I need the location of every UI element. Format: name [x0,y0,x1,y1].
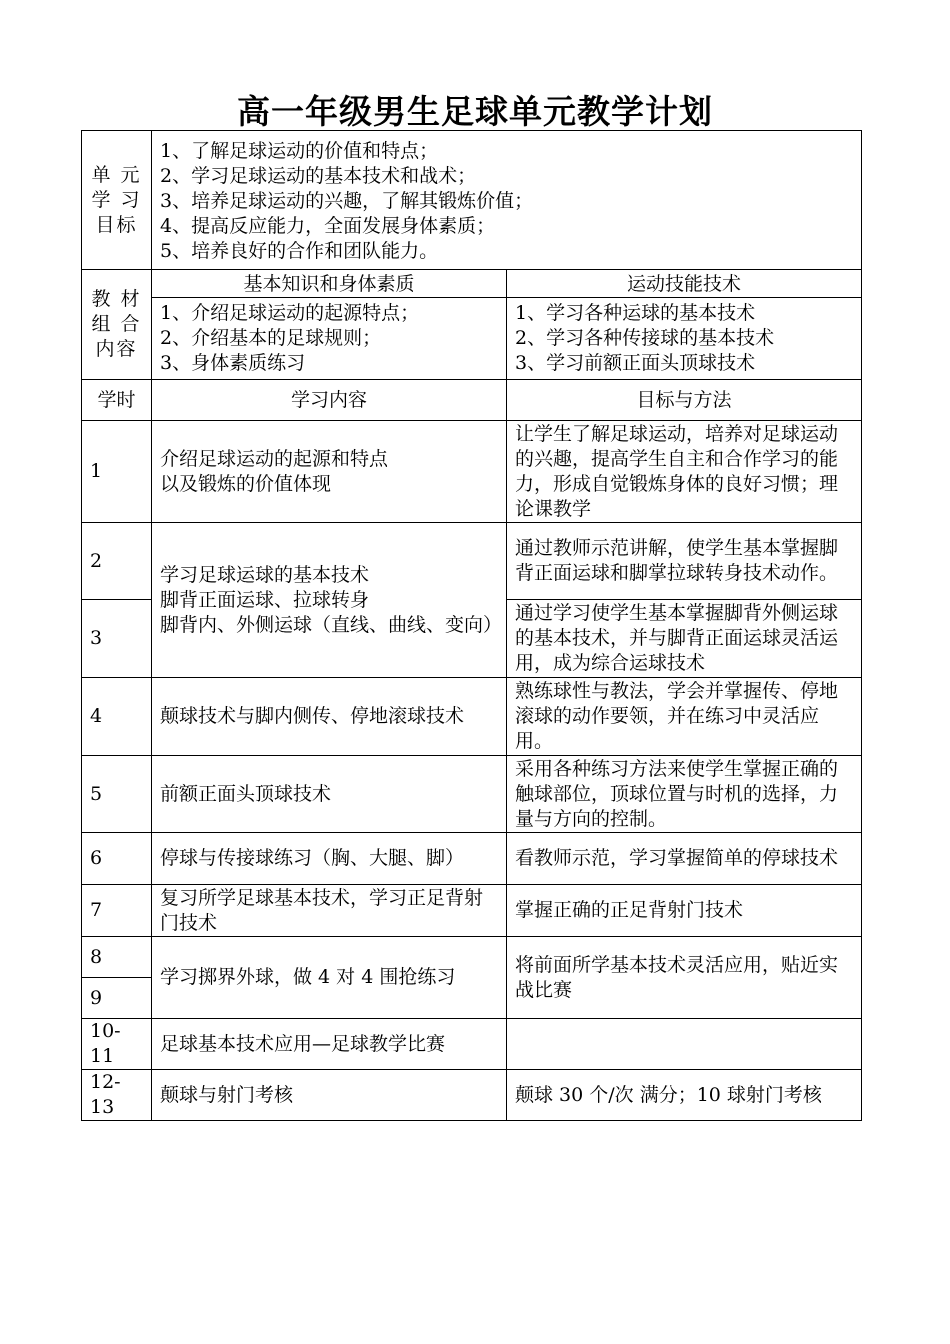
period-header: 学时 [82,380,152,421]
method-cell [507,421,862,523]
period-cell: 3 [82,600,152,678]
materials-label-line: 组 合 [91,313,142,335]
materials-item: 2、介绍基本的足球规则； [160,327,382,349]
page-title: 高一年级男生足球单元教学计划 [237,92,713,131]
content-text: 颠球与射门考核 [160,1083,294,1106]
method-text: 掌握正确的正足背射门技术 [515,899,744,921]
materials-col-b [507,298,862,380]
content-text: 学习掷界外球，做 4 对 4 围抢练习 [160,966,456,988]
content-cell [152,885,507,937]
table-row [82,937,862,978]
method-text: 熟练球性与教法，学会并掌握传、停地滚球的动作要领，并在练习中灵活应用。 [515,680,839,752]
content-text: 前额正面头顶球技术 [160,782,332,805]
period-cell: 6 [82,833,152,885]
method-cell [507,833,862,885]
table-row [82,885,862,937]
method-cell [507,1070,862,1121]
table-row [82,1070,862,1121]
table-row [82,1019,862,1070]
goal-item: 3、培养足球运动的兴趣，了解其锻炼价值； [160,190,534,212]
goal-item: 2、学习足球运动的基本技术和战术； [160,165,477,187]
materials-label [82,270,152,380]
goal-item: 4、提高反应能力，全面发展身体素质； [160,215,496,237]
materials-col-a [152,298,507,380]
materials-item: 2、学习各种传接球的基本技术 [515,327,775,349]
materials-label-line: 内容 [95,338,138,360]
materials-col-b-header: 运动技能技术 [507,270,862,298]
goals-label-line: 学 习 [91,188,142,211]
materials-col-a-header: 基本知识和身体素质 [152,270,507,298]
materials-content-row [82,298,862,380]
method-text: 让学生了解足球运动，培养对足球运动的兴趣，提高学生自主和合作学习的能力，形成自觉锻炼身体的良好习惯；理论课教学 [515,422,839,520]
content-cell [152,1019,507,1070]
goals-label-line: 单 元 [91,163,142,186]
content-text: 颠球技术与脚内侧传、停地滚球技术 [160,705,465,727]
method-cell [507,600,862,678]
goals-label [82,131,152,270]
content-text: 介绍足球运动的起源和特点 以及锻炼的价值体现 [160,447,389,495]
goal-item: 5、培养良好的合作和团队能力。 [160,240,439,262]
method-cell [507,937,862,1019]
materials-item: 3、学习前额正面头顶球技术 [515,352,756,374]
content-text: 足球基本技术应用—足球教学比赛 [160,1032,446,1055]
content-text: 复习所学足球基本技术，学习正足背射门技术 [160,886,484,934]
materials-header-row [82,270,862,298]
content-cell [152,421,507,523]
method-cell [507,678,862,756]
schedule-header-row [82,380,862,421]
period-cell: 7 [82,885,152,937]
period-cell: 4 [82,678,152,756]
content-cell [152,1070,507,1121]
table-row [82,756,862,833]
content-cell [152,756,507,833]
period-cell: 1 [82,421,152,523]
method-text: 将前面所学基本技术灵活应用，贴近实战比赛 [515,953,839,1001]
period-cell: 5 [82,756,152,833]
method-text: 采用各种练习方法来使学生掌握正确的触球部位，顶球位置与时机的选择，力量与方向的控制。 [515,757,839,830]
period-cell: 2 [82,523,152,600]
content-text: 学习足球运球的基本技术 脚背正面运球、拉球转身 脚背内、外侧运球（直线、曲线、变向） [160,563,503,636]
table-row [82,421,862,523]
content-cell [152,678,507,756]
method-text: 颠球 30 个/次 满分；10 球射门考核 [515,1083,822,1106]
table-row [82,523,862,600]
table-row [82,678,862,756]
content-cell [152,833,507,885]
method-cell [507,1019,862,1070]
method-header: 目标与方法 [507,380,862,421]
table-row [82,833,862,885]
content-header: 学习内容 [152,380,507,421]
method-text: 通过教师示范讲解，使学生基本掌握脚背正面运球和脚掌拉球转身技术动作。 [515,537,839,584]
goals-label-line: 目标 [95,213,138,236]
method-text: 看教师示范，学习掌握简单的停球技术 [515,847,839,869]
period-cell: 12-13 [82,1070,152,1121]
period-cell: 10-11 [82,1019,152,1070]
content-text: 停球与传接球练习（胸、大腿、脚） [160,847,465,869]
period-cell: 8 [82,937,152,978]
materials-item: 1、介绍足球运动的起源特点； [160,302,420,324]
method-cell [507,523,862,600]
materials-item: 3、身体素质练习 [160,352,306,374]
content-cell [152,937,507,1019]
method-cell [507,756,862,833]
goal-item: 1、了解足球运动的价值和特点； [160,140,439,162]
materials-label-line: 教 材 [91,288,142,310]
materials-item: 1、学习各种运球的基本技术 [515,302,756,324]
teaching-plan-table [81,130,862,1121]
method-text: 通过学习使学生基本掌握脚背外侧运球的基本技术，并与脚背正面运球灵活运用，成为综合运球技术 [515,602,839,674]
method-cell [507,885,862,937]
goals-row [82,131,862,270]
goals-list [152,131,862,270]
period-cell: 9 [82,978,152,1019]
content-cell [152,523,507,678]
